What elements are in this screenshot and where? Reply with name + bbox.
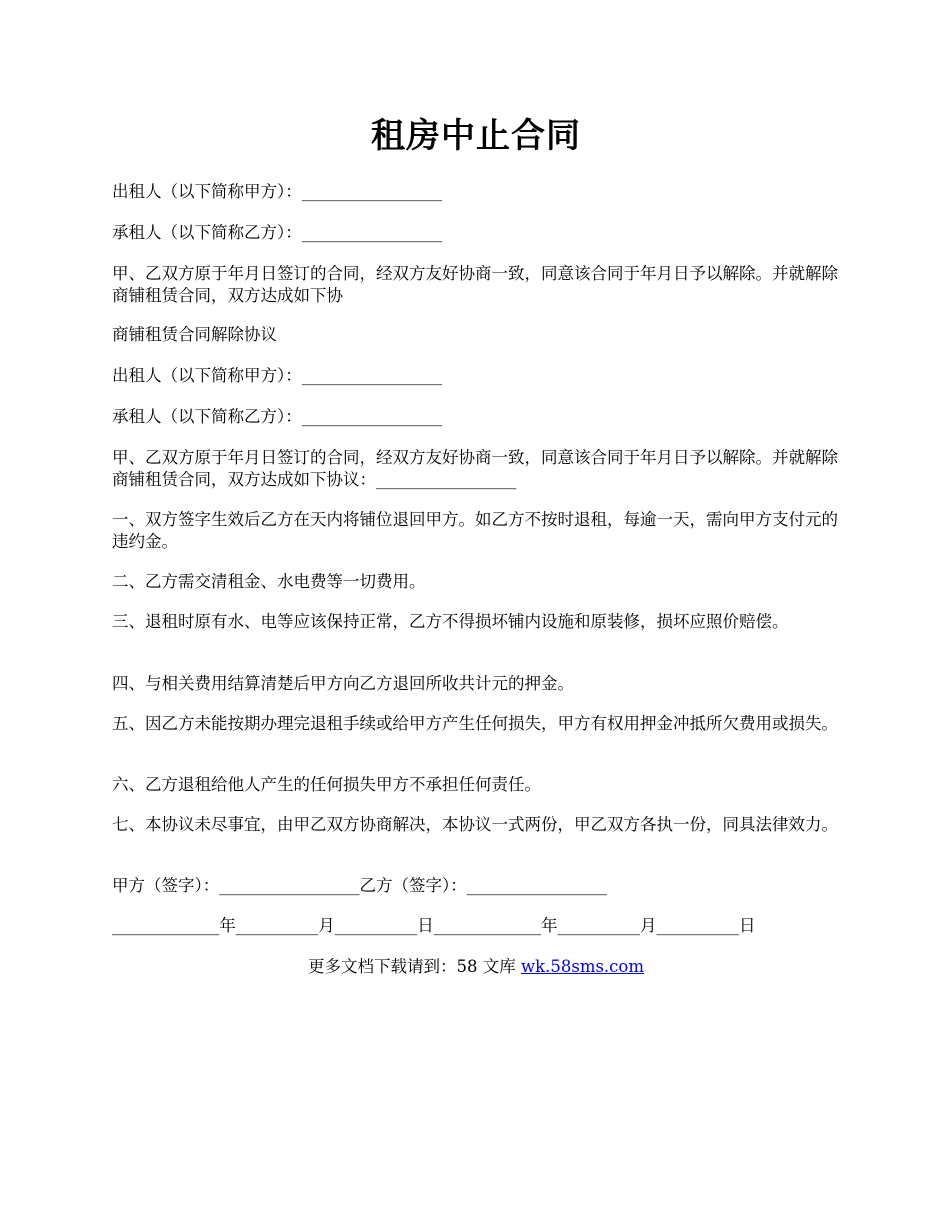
lessor-line-1: 出租人（以下简称甲方）：_________________ — [112, 182, 442, 201]
clause-1: 一、双方签字生效后乙方在天内将铺位退回甲方。如乙方不按时退租，每逾一天，需向甲方支付元的违约金。 — [112, 510, 838, 551]
footer-link[interactable]: wk.58sms.com — [520, 957, 644, 976]
clause-6: 六、乙方退租给他人产生的任何损失甲方不承担任何责任。 — [112, 775, 541, 794]
document-title: 租房中止合同 — [371, 116, 581, 156]
clause-4: 四、与相关费用结算清楚后甲方向乙方退回所收共计元的押金。 — [112, 674, 574, 693]
clause-7: 七、本协议未尽事宜，由甲乙双方协商解决，本协议一式两份，甲乙双方各执一份，同具法律效力。 — [112, 815, 838, 834]
agreement-subtitle: 商铺租赁合同解除协议 — [112, 325, 277, 344]
intro-paragraph-1: 甲、乙双方原于年月日签订的合同，经双方友好协商一致，同意该合同于年月日予以解除。并就解除商铺租赁合同，双方达成如下协 — [112, 264, 838, 305]
lessee-line-1: 承租人（以下简称乙方）：_________________ — [112, 223, 442, 242]
footer — [112, 956, 840, 978]
intro-paragraph-2: 甲、乙双方原于年月日签订的合同，经双方友好协商一致，同意该合同于年月日予以解除。并就解除商铺租赁合同，双方达成如下协议：_________________ — [112, 448, 838, 489]
date-line: _____________年__________月__________日_____________年__________月__________日 — [112, 916, 756, 935]
lessee-line-2: 承租人（以下简称乙方）：_________________ — [112, 407, 442, 426]
signature-line: 甲方（签字）：_________________乙方（签字）：_________________ — [112, 876, 607, 895]
lessor-line-2: 出租人（以下简称甲方）：_________________ — [112, 366, 442, 385]
footer-text: 更多文档下载请到：58 文库 — [307, 957, 521, 976]
clause-3: 三、退租时原有水、电等应该保持正常，乙方不得损坏铺内设施和原装修，损坏应照价赔偿。 — [112, 612, 789, 631]
clause-2: 二、乙方需交清租金、水电费等一切费用。 — [112, 572, 426, 591]
clause-5: 五、因乙方未能按期办理完退租手续或给甲方产生任何损失，甲方有权用押金冲抵所欠费用或损失。 — [112, 714, 838, 733]
